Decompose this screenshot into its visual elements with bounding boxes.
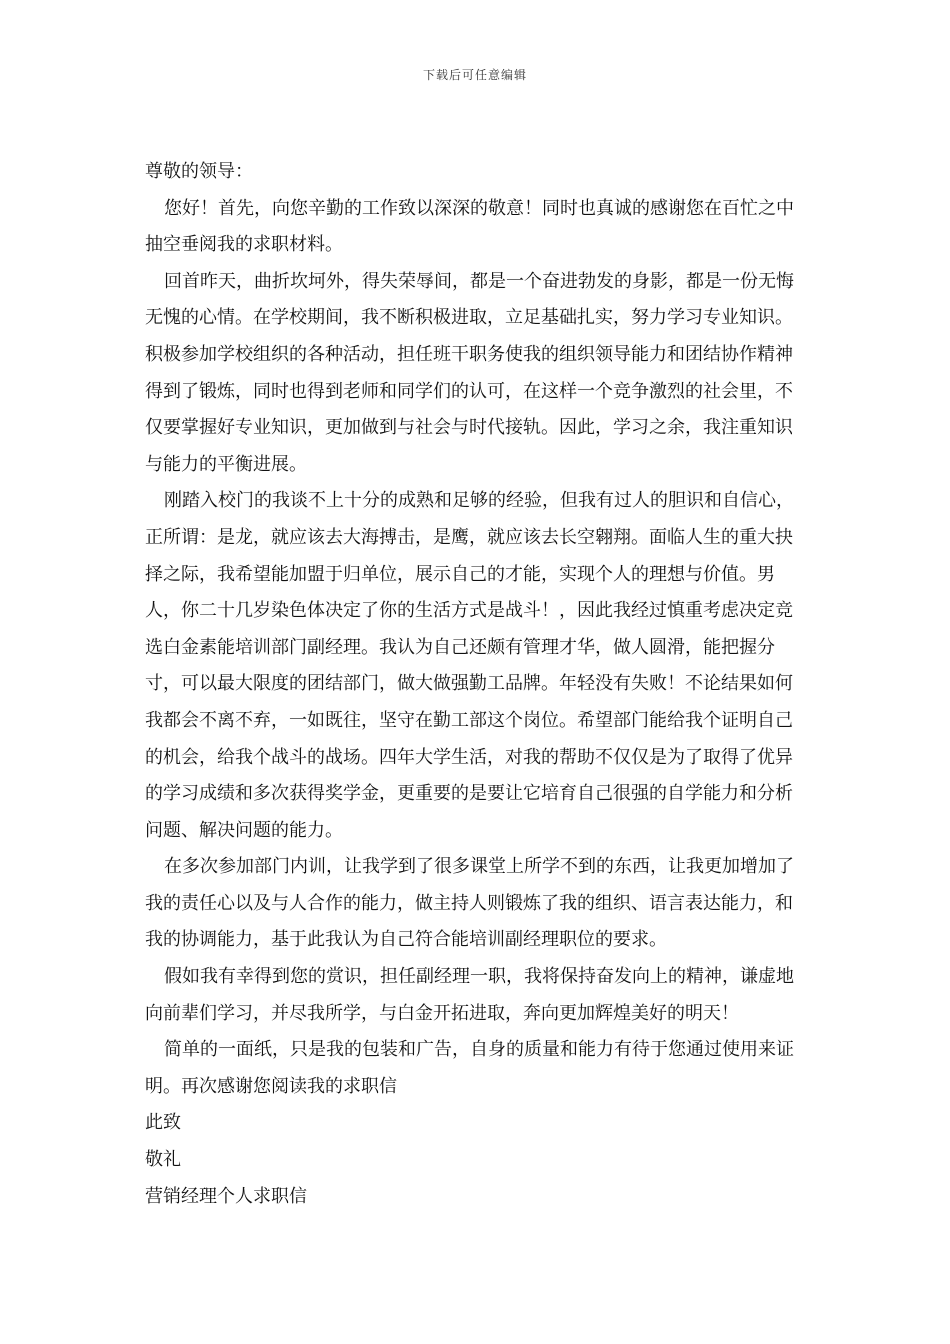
signature: 营销经理个人求职信 — [145, 1185, 307, 1207]
paragraph-thanks: 简单的一面纸，只是我的包装和广告，自身的质量和能力有待于您通过使用来证明。再次感谢您阅读我的求职信 — [145, 1039, 794, 1097]
paragraph-school: 回首昨天，曲折坎坷外，得失荣辱间，都是一个奋进勃发的身影，都是一份无悔无愧的心情。在学校期间，我不断积极进取，立足基础扎实，努力学习专业知识。积极参加学校组织的各种活动，担任班干职务使我的组织领导能力和团结协作精神得到了锻炼，同时也得到老师和同学们的认可，在这样一个竞争激烈的社会里，不仅要掌握好专业知识，更加做到与社会与时代接轨。因此，学习之余，我注重知识与能力的平衡进展。 — [145, 270, 794, 475]
letter-body — [145, 154, 809, 1215]
closing-regards: 此致 — [145, 1112, 181, 1134]
paragraph-greeting: 您好！首先，向您辛勤的工作致以深深的敬意！同时也真诚的感谢您在百忙之中抽空垂阅我的求职材料。 — [145, 197, 794, 256]
salutation: 尊敬的领导： — [145, 161, 253, 182]
paragraph-hope: 假如我有幸得到您的赏识，担任副经理一职，我将保持奋发向上的精神，谦虚地向前辈们学习，并尽我所学，与白金开拓进取，奔向更加辉煌美好的明天！ — [145, 966, 794, 1024]
paragraph-training: 在多次参加部门内训，让我学到了很多课堂上所学不到的东西，让我更加增加了我的责任心以及与人合作的能力，做主持人则锻炼了我的组织、语言表达能力，和我的协调能力，基于此我认为自己符合能培训副经理职位的要求。 — [145, 856, 794, 951]
paragraph-ambition: 刚踏入校门的我谈不上十分的成熟和足够的经验，但我有过人的胆识和自信心，正所谓：是龙，就应该去大海搏击，是鹰，就应该去长空翱翔。面临人生的重大抉择之际，我希望能加盟于归单位，展示自己的才能，实现个人的理想与价值。男人，你二十几岁染色体决定了你的生活方式是战斗！，因此我经过慎重考虑决定竞选白金素能培训部门副经理。我认为自己还颇有管理才华，做人圆滑，能把握分寸，可以最大限度的团结部门，做大做强勤工品牌。年轻没有失败！不论结果如何我都会不离不弃，一如既往，坚守在勤工部这个岗位。希望部门能给我个证明自己的机会，给我个战斗的战场。四年大学生活，对我的帮助不仅仅是为了取得了优异的学习成绩和多次获得奖学金，更重要的是要让它培育自己很强的自学能力和分析问题、解决问题的能力。 — [145, 490, 794, 841]
closing-salute: 敬礼 — [145, 1149, 181, 1171]
header-note: 下载后可任意编辑 — [422, 68, 527, 82]
